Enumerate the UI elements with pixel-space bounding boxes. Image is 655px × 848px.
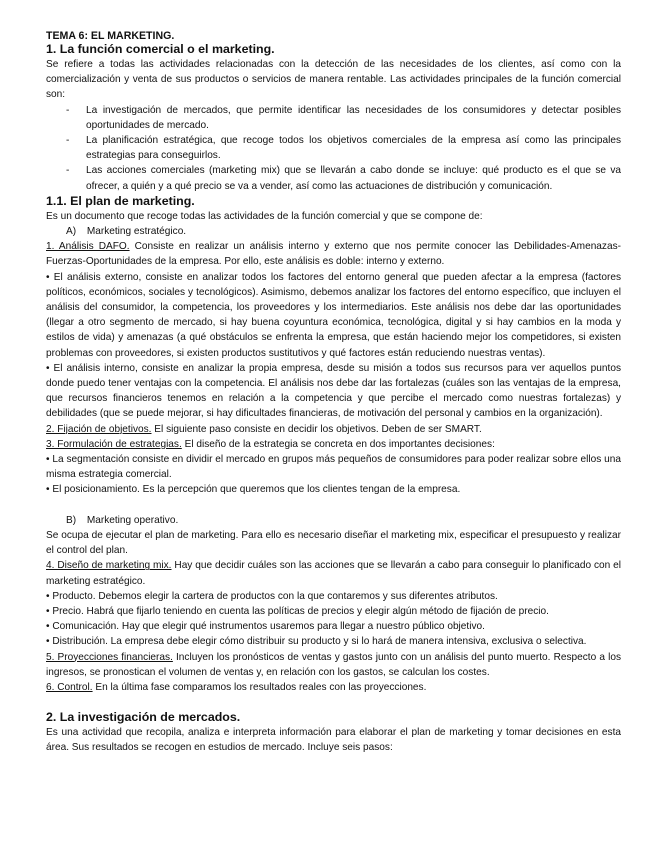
list-item: - La planificación estratégica, que recoge todos los objetivos comerciales de la empresa así como las principales estrategias para conseguirlos.	[66, 135, 621, 162]
document-title: TEMA 6: EL MARKETING.	[46, 30, 175, 42]
point-3-positioning: • El posicionamiento. Es la percepción que queremos que los clientes tengan de la empresa.	[46, 484, 461, 496]
section-1-list	[46, 103, 621, 194]
point-1-paragraph: 1. Análisis DAFO. Consiste en realizar un análisis interno y externo que nos permite conocer las Debilidades-Amenazas-Fuerzas-Oportunidades de la empresa. Por ello, este análisis es doble: interno y externo.	[46, 241, 621, 268]
point-4-communication: • Comunicación. Hay que elegir qué instrumentos usaremos para llegar a nuestro público objetivo.	[46, 621, 485, 633]
dash-marker: -	[66, 104, 70, 116]
point-3-paragraph: 3. Formulación de estrategias. El diseño de la estrategia se concreta en dos importantes decisiones:	[46, 438, 495, 450]
section-2-heading: 2. La investigación de mercados.	[46, 710, 241, 725]
point-1-internal: • El análisis interno, consiste en analizar la propia empresa, desde su misión a todos sus recursos para ver aquellos puntos donde puedo tener ventajas con la competencia. El análisis nos debe dar las fortalezas (cuáles son las ventajas de la empresa, que recursos financieros tenemos en relación a la competencia y que percibe el mercado como nuestras fortalezas) y debilidades (que se puede mejorar, si hay dificultades financieras, de motivación del personal y cambios en la organización).	[46, 362, 621, 420]
section-1-heading: 1. La función comercial o el marketing.	[46, 42, 275, 56]
list-item: - La investigación de mercados, que permite identificar las necesidades de los consumidores y detectar posibles oportunidades de mercado.	[66, 104, 621, 131]
point-1-external: • El análisis externo, consiste en analizar todos los factores del entorno general que pueden afectar a la empresa (factores políticos, económicos, sociales y tecnológicos). Asimismo, debemos analizar los factores del entorno específico, que incluyen el análisis del consumidor, la competencia, los proveedores y los intermediarios. Este análisis nos debe dar las oportunidades (llegar a otro segmento de mercado, si hay buena coyuntura económica, tecnológica, digital y si hay cambios en la moda y estilos de vida) y amenazas (a qué obstáculos se enfrenta la empresa, que están haciendo mejor los competidores, si existen problemas con proveedores, si existen productos sustitutivos y qué factores están reduciendo nuestras ventas).	[46, 271, 621, 359]
document-page	[46, 30, 621, 756]
point-5-paragraph: 5. Proyecciones financieras. Incluyen los pronósticos de ventas y gastos junto con un análisis del punto muerto. Respecto a los ingresos, se pronostican el volumen de ventas y, en relación con los gastos, se calculan los costes.	[46, 651, 621, 678]
section-1-1-intro: Es un documento que recoge todas las actividades de la función comercial y que se compone de:	[46, 210, 483, 222]
section-1-1-heading: 1.1. El plan de marketing.	[46, 193, 195, 208]
subsection-b-intro: Se ocupa de ejecutar el plan de marketing. Para ello es necesario diseñar el marketing mix, especificar el presupuesto y realizar el control del plan.	[46, 529, 621, 557]
point-4-distribution: • Distribución. La empresa debe elegir cómo distribuir su producto y si lo hará de manera intensiva, exclusiva o selectiva.	[46, 636, 587, 648]
point-3-segmentation: • La segmentación consiste en dividir el mercado en grupos más pequeños de consumidores para poder realizar sobre ellos una misma estrategia comercial.	[46, 454, 621, 481]
dash-marker: -	[66, 135, 70, 147]
point-4-price: • Precio. Habrá que fijarlo teniendo en cuenta las políticas de precios y elegir algún método de fijación de precio.	[46, 605, 549, 617]
point-4-paragraph: 4. Diseño de marketing mix. Hay que decidir cuáles son las acciones que se llevarán a cabo para conseguir lo planificado con el marketing estratégico.	[46, 560, 622, 587]
subsection-b-heading: B) Marketing operativo.	[66, 514, 179, 526]
subsection-a-heading: A) Marketing estratégico.	[66, 226, 187, 238]
section-1-intro: Se refiere a todas las actividades relacionadas con la detección de las necesidades de los clientes, así como con la comercialización y venta de sus productos o servicios de manera rentable. Las actividades principales de la función comercial son:	[46, 59, 621, 101]
list-item: - Las acciones comerciales (marketing mix) que se llevarán a cabo donde se incluye: qué producto es el que se va ofrecer, a quién y a qué precio se va a vender, así como las actuaciones de distribución y comunicación.	[66, 165, 621, 192]
point-6-paragraph: 6. Control. En la última fase comparamos los resultados reales con las proyecciones.	[46, 681, 427, 693]
dash-marker: -	[66, 165, 70, 177]
point-2-paragraph: 2. Fijación de objetivos. El siguiente paso consiste en decidir los objetivos. Deben de ser SMART.	[46, 423, 482, 435]
section-2-intro: Es una actividad que recopila, analiza e interpreta información para elaborar el plan de marketing y tomar decisiones en esta área. Sus resultados se recogen en estudios de mercado. Incluye seis pasos:	[46, 727, 621, 754]
point-4-product: • Producto. Debemos elegir la cartera de productos con la que contaremos y sus diferentes atributos.	[46, 590, 498, 602]
